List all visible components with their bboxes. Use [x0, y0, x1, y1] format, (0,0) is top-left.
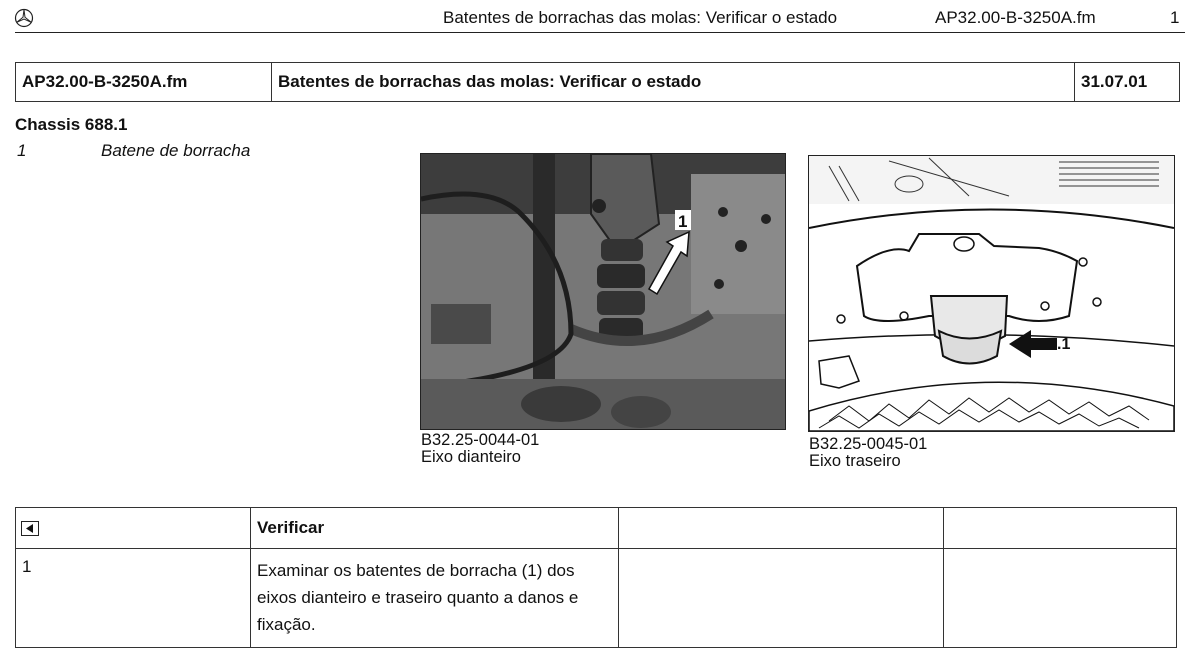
legend-text: Batene de borracha: [101, 141, 251, 160]
front-axle-photo: [420, 153, 786, 430]
header-page-number: 1: [1170, 8, 1180, 27]
procedure-step-empty-cell-2: [944, 549, 1177, 648]
header-divider: [15, 32, 1185, 33]
procedure-step-text: [251, 549, 619, 648]
header-doc-code: AP32.00-B-3250A.fm: [935, 8, 1096, 27]
title-table: [15, 62, 1180, 102]
procedure-header-icon-cell: [16, 508, 251, 549]
procedure-step-number: 1: [16, 549, 251, 648]
figure-2-caption: [809, 436, 927, 470]
header-title: Batentes de borrachas das molas: Verificar o estado: [443, 8, 838, 27]
rear-axle-drawing: [808, 155, 1175, 432]
procedure-step-text-line: fixação.: [257, 615, 316, 634]
title-table-doc-code: AP32.00-B-3250A.fm: [16, 63, 272, 102]
rear-axle-callout: .1: [1057, 336, 1071, 353]
title-table-date: 31.07.01: [1075, 63, 1180, 102]
procedure-header-empty-cell-2: [944, 508, 1177, 549]
chassis-label: Chassis 688.1: [15, 115, 128, 134]
procedure-step-text-line: eixos dianteiro e traseiro quanto a danos e: [257, 588, 579, 607]
procedure-step-empty-cell-1: [619, 549, 944, 648]
procedure-step-text-line: Examinar os batentes de borracha (1) dos: [257, 561, 575, 580]
figure-1-caption: [421, 432, 539, 466]
procedure-heading: Verificar: [251, 508, 619, 549]
procedure-header-empty-cell-1: [619, 508, 944, 549]
front-axle-callout: 1: [678, 212, 688, 231]
procedure-step-row: [16, 549, 1177, 648]
step-marker-icon: [21, 521, 39, 536]
figure-2-code: B32.25-0045-01: [809, 435, 928, 453]
figure-1-code: B32.25-0044-01: [421, 431, 540, 449]
figure-1-title: Eixo dianteiro: [421, 448, 521, 466]
title-table-title: Batentes de borrachas das molas: Verificar o estado: [272, 63, 1075, 102]
mercedes-star-logo-icon: [14, 8, 34, 28]
procedure-table: [15, 507, 1177, 648]
figure-2-title: Eixo traseiro: [809, 452, 901, 470]
legend-number: 1: [17, 141, 27, 160]
procedure-header-row: [16, 508, 1177, 549]
